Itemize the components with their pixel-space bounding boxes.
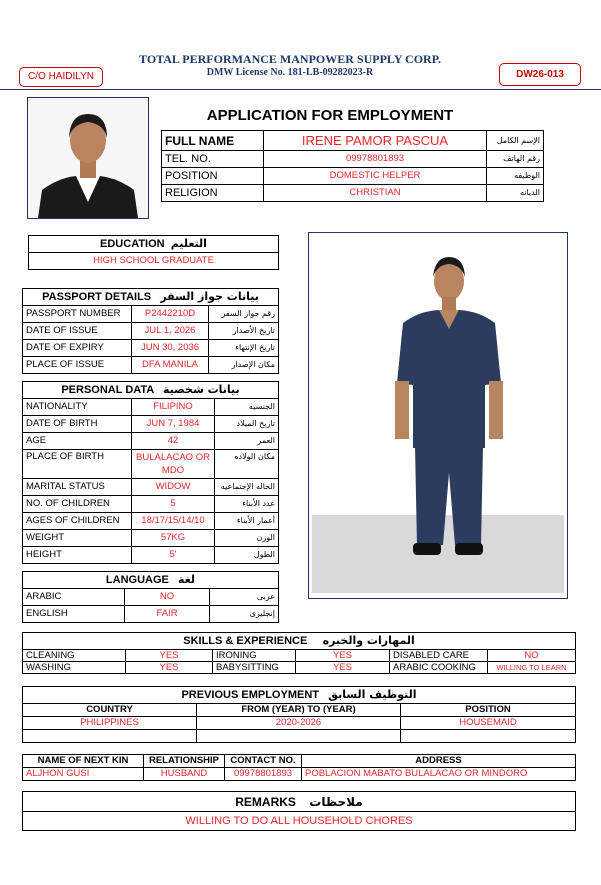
education-value: HIGH SCHOOL GRADUATE — [29, 253, 279, 270]
kin-col-header: NAME OF NEXT KIN — [23, 755, 144, 768]
employment-col-header: POSITION — [401, 704, 576, 717]
personal-row — [23, 416, 279, 433]
personal-value: 18/17/15/14/10 — [132, 513, 215, 530]
remarks-title: REMARKS — [235, 794, 296, 809]
passport-arabic: تاريخ الأصدار — [209, 323, 279, 340]
personal-label: AGE — [23, 433, 132, 450]
employment-table — [22, 686, 576, 743]
employment-title: PREVIOUS EMPLOYMENT — [181, 689, 319, 701]
personal-label: NO. OF CHILDREN — [23, 496, 132, 513]
personal-value: JUN 7, 1984 — [132, 416, 215, 433]
personal-value: 5' — [132, 547, 215, 564]
personal-title-arabic: بيانات شخصية — [163, 383, 240, 396]
skill-value: WILLING TO LEARN — [488, 662, 576, 674]
kin-col-header: CONTACT NO. — [225, 755, 302, 768]
employment-row-empty — [23, 730, 576, 743]
personal-row — [23, 450, 279, 479]
kin-cell: ALJHON GUSI — [23, 768, 144, 781]
full-name-value: IRENE PAMOR PASCUA — [264, 131, 487, 151]
passport-row — [23, 306, 279, 323]
religion-value: CHRISTIAN — [264, 185, 487, 202]
personal-row — [23, 433, 279, 450]
skill-label: DISABLED CARE — [390, 650, 488, 662]
personal-label: NATIONALITY — [23, 399, 132, 416]
personal-row — [23, 547, 279, 564]
skills-title: SKILLS & EXPERIENCE — [183, 635, 308, 647]
skills-header — [23, 633, 576, 650]
main-info-row — [162, 168, 544, 185]
passport-value: JUN 30, 2036 — [132, 340, 209, 357]
personal-arabic: تاريخ الميلاد — [215, 416, 279, 433]
tel-value: 09978801893 — [264, 151, 487, 168]
passport-label: PLACE OF ISSUE — [23, 357, 132, 374]
applicant-headshot-photo — [27, 97, 149, 219]
passport-value: DFA MANILA — [132, 357, 209, 374]
remarks-header — [23, 792, 576, 812]
personal-label: DATE OF BIRTH — [23, 416, 132, 433]
kin-row — [23, 768, 576, 781]
skill-value: YES — [126, 662, 213, 674]
skill-label: CLEANING — [23, 650, 126, 662]
kin-cell: HUSBAND — [144, 768, 225, 781]
next-of-kin-table — [22, 754, 576, 781]
language-header — [23, 572, 279, 589]
main-info-row — [162, 185, 544, 202]
passport-arabic: تاريخ الإنتهاء — [209, 340, 279, 357]
education-table — [28, 235, 279, 270]
personal-row — [23, 399, 279, 416]
company-name: TOTAL PERFORMANCE MANPOWER SUPPLY CORP. — [139, 52, 441, 66]
education-header — [29, 236, 279, 253]
main-info-arabic: الإسم الكامل — [487, 131, 544, 151]
passport-label: PASSPORT NUMBER — [23, 306, 132, 323]
personal-arabic: الطول — [215, 547, 279, 564]
education-title: EDUCATION — [100, 238, 165, 250]
employment-cell — [197, 730, 401, 743]
personal-row — [23, 530, 279, 547]
remarks-title-arabic: ملاحظات — [309, 794, 363, 809]
passport-value: P2442210D — [132, 306, 209, 323]
main-info-label: TEL. NO. — [162, 151, 264, 168]
personal-arabic: العمر — [215, 433, 279, 450]
form-title: APPLICATION FOR EMPLOYMENT — [206, 107, 454, 124]
employment-cell: 2020-2026 — [197, 717, 401, 730]
language-row — [23, 606, 279, 623]
skill-label: ARABIC COOKING — [390, 662, 488, 674]
main-info-arabic: الوظيفه — [487, 168, 544, 185]
personal-label: AGES OF CHILDREN — [23, 513, 132, 530]
skills-row — [23, 662, 576, 674]
remarks-value: WILLING TO DO ALL HOUSEHOLD CHORES — [23, 812, 576, 831]
language-value: FAIR — [125, 606, 210, 623]
passport-label: DATE OF ISSUE — [23, 323, 132, 340]
skill-label: IRONING — [213, 650, 296, 662]
passport-arabic: رقم جواز السفر — [209, 306, 279, 323]
personal-arabic: أعمار الأبناء — [215, 513, 279, 530]
personal-row — [23, 479, 279, 496]
skill-value: NO — [488, 650, 576, 662]
main-info-label: RELIGION — [162, 185, 264, 202]
language-title-arabic: لغة — [178, 573, 196, 586]
kin-cell: 09978801893 — [225, 768, 302, 781]
personal-label: HEIGHT — [23, 547, 132, 564]
skill-value: YES — [296, 662, 390, 674]
passport-arabic: مكان الإصدار — [209, 357, 279, 374]
reference-code: DW26-013 — [499, 63, 581, 86]
passport-title-arabic: بيانات جواز السفر — [160, 290, 259, 303]
personal-row — [23, 513, 279, 530]
kin-col-header: ADDRESS — [302, 755, 576, 768]
personal-value: 57KG — [132, 530, 215, 547]
skill-label: BABYSITTING — [213, 662, 296, 674]
language-label: ARABIC — [23, 589, 125, 606]
main-info-row — [162, 131, 544, 151]
personal-arabic: الجنسيه — [215, 399, 279, 416]
employment-cell — [401, 730, 576, 743]
personal-value: 5 — [132, 496, 215, 513]
language-value: NO — [125, 589, 210, 606]
passport-row — [23, 340, 279, 357]
personal-header — [23, 382, 279, 399]
personal-title: PERSONAL DATA — [61, 384, 154, 396]
header-divider — [0, 89, 601, 90]
personal-label: WEIGHT — [23, 530, 132, 547]
applicant-full-body-photo — [308, 232, 568, 599]
employment-cell — [23, 730, 197, 743]
skills-row — [23, 650, 576, 662]
remarks-table — [22, 791, 576, 831]
skills-title-arabic: المهارات والخبره — [322, 634, 415, 647]
language-arabic: إنجليزى — [210, 606, 279, 623]
language-arabic: عربى — [210, 589, 279, 606]
main-info-table — [161, 130, 544, 202]
personal-data-table — [22, 381, 279, 564]
employment-col-header: COUNTRY — [23, 704, 197, 717]
personal-value: 42 — [132, 433, 215, 450]
passport-header — [23, 289, 279, 306]
personal-arabic: عدد الأبناء — [215, 496, 279, 513]
kin-cell: POBLACION MABATO BULALACAO OR MINDORO — [302, 768, 576, 781]
personal-row — [23, 496, 279, 513]
skill-label: WASHING — [23, 662, 126, 674]
language-title: LANGUAGE — [105, 574, 169, 586]
education-title-arabic: التعليم — [170, 237, 207, 250]
language-label: ENGLISH — [23, 606, 125, 623]
personal-label: PLACE OF BIRTH — [23, 450, 132, 479]
language-row — [23, 589, 279, 606]
personal-arabic: الوزن — [215, 530, 279, 547]
passport-row — [23, 323, 279, 340]
employment-row — [23, 717, 576, 730]
personal-label: MARITAL STATUS — [23, 479, 132, 496]
skill-value: YES — [296, 650, 390, 662]
personal-value: BULALACAO OR MDO — [132, 450, 215, 479]
skill-value: YES — [126, 650, 213, 662]
employment-title-arabic: التوظيف السابق — [328, 688, 417, 701]
language-table — [22, 571, 279, 623]
main-info-arabic: الديانه — [487, 185, 544, 202]
main-info-label: FULL NAME — [162, 131, 264, 151]
passport-title: PASSPORT DETAILS — [42, 291, 152, 303]
personal-arabic: مكان الولاده — [215, 450, 279, 479]
passport-row — [23, 357, 279, 374]
personal-arabic: الحاله الإجتماعيه — [215, 479, 279, 496]
passport-label: DATE OF EXPIRY — [23, 340, 132, 357]
skills-table — [22, 632, 576, 674]
passport-table — [22, 288, 279, 374]
main-info-label: POSITION — [162, 168, 264, 185]
personal-value: WIDOW — [132, 479, 215, 496]
passport-value: JUL 1, 2026 — [132, 323, 209, 340]
personal-value: FILIPINO — [132, 399, 215, 416]
employment-cell: HOUSEMAID — [401, 717, 576, 730]
employment-header — [23, 687, 576, 704]
agency-tag: C/O HAIDILYN — [19, 67, 103, 87]
main-info-row — [162, 151, 544, 168]
main-info-arabic: رقم الهاتف — [487, 151, 544, 168]
kin-header-row — [23, 755, 576, 768]
employment-header-row — [23, 704, 576, 717]
kin-col-header: RELATIONSHIP — [144, 755, 225, 768]
license-number: DMW License No. 181-LB-09282023-R — [206, 67, 374, 78]
employment-cell: PHILIPPINES — [23, 717, 197, 730]
employment-col-header: FROM (YEAR) TO (YEAR) — [197, 704, 401, 717]
position-value: DOMESTIC HELPER — [264, 168, 487, 185]
